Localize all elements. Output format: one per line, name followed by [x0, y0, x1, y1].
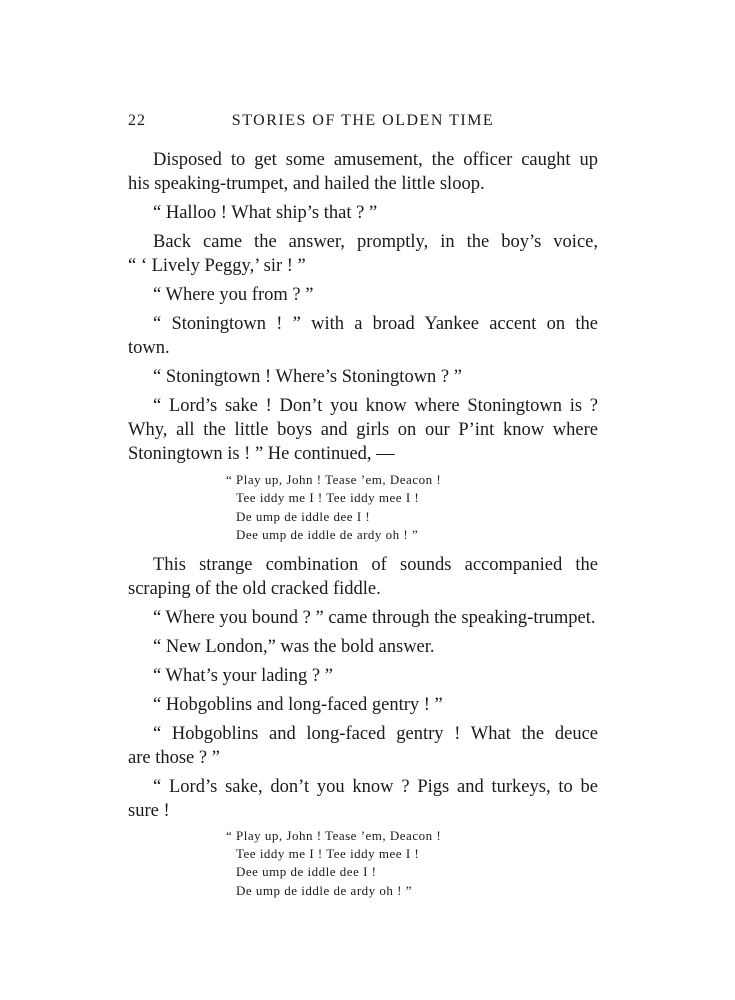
paragraph-line: are those ? ”	[128, 747, 220, 768]
paragraph-line: Disposed to get some amusement, the officer caught up	[153, 150, 598, 170]
running-title: STORIES OF THE OLDEN TIME	[231, 112, 495, 129]
page-number: 22	[128, 112, 146, 129]
verse-block	[226, 827, 598, 901]
verse-line: “ Play up, John ! Tease ’em, Deacon !	[226, 827, 442, 843]
paragraph-line: scraping of the old cracked fiddle.	[128, 578, 381, 599]
paragraph-line: Why, all the little boys and girls on our P’int know where	[128, 420, 598, 440]
verse-line: “ Play up, John ! Tease ’em, Deacon !	[226, 472, 442, 487]
paragraph-line: “ ‘ Lively Peggy,’ sir ! ”	[128, 256, 306, 276]
verse-line: Tee iddy me I ! Tee iddy mee I !	[236, 490, 420, 506]
dialogue-line: “ New London,” was the bold answer.	[153, 636, 435, 657]
verse-line: Dee ump de iddle de ardy oh ! ”	[236, 527, 419, 543]
paragraph-line: sure !	[128, 800, 170, 821]
body-text	[128, 148, 598, 908]
verse-line: De ump de iddle dee I !	[236, 508, 371, 524]
dialogue-line: “ Stoningtown ! Where’s Stoningtown ? ”	[153, 367, 462, 387]
paragraph-line: “ Lord’s sake ! Don’t you know where Stoningtown is ?	[153, 396, 598, 416]
paragraph-line: “ Lord’s sake, don’t you know ? Pigs and turkeys, to be	[153, 776, 598, 797]
verse-block	[226, 471, 598, 545]
paragraph-line: his speaking-trumpet, and hailed the little sloop.	[128, 174, 485, 194]
paragraph-line: This strange combination of sounds accompanied the	[153, 554, 598, 575]
dialogue-line: “ Where you from ? ”	[153, 285, 314, 305]
verse-line: De ump de iddle de ardy oh ! ”	[236, 882, 413, 898]
paragraph-line: “ Stoningtown ! ” with a broad Yankee accent on the	[153, 314, 598, 334]
verse-line: Dee ump de iddle dee I !	[236, 864, 377, 880]
paragraph-line: Back came the answer, promptly, in the boy’s voice,	[153, 232, 598, 252]
paragraph-line: “ Hobgoblins and long-faced gentry ! What the deuce	[153, 723, 598, 744]
dialogue-line: “ Where you bound ? ” came through the speaking-trumpet.	[153, 607, 596, 628]
dialogue-line: “ Hobgoblins and long-faced gentry ! ”	[153, 694, 443, 715]
paragraph-line: town.	[128, 338, 170, 358]
page-header	[128, 112, 598, 138]
dialogue-line: “ What’s your lading ? ”	[153, 665, 333, 686]
paragraph-line: Stoningtown is ! ” He continued, —	[128, 444, 395, 464]
verse-line: Tee iddy me I ! Tee iddy mee I !	[236, 846, 420, 862]
dialogue-line: “ Halloo ! What ship’s that ? ”	[153, 203, 378, 223]
